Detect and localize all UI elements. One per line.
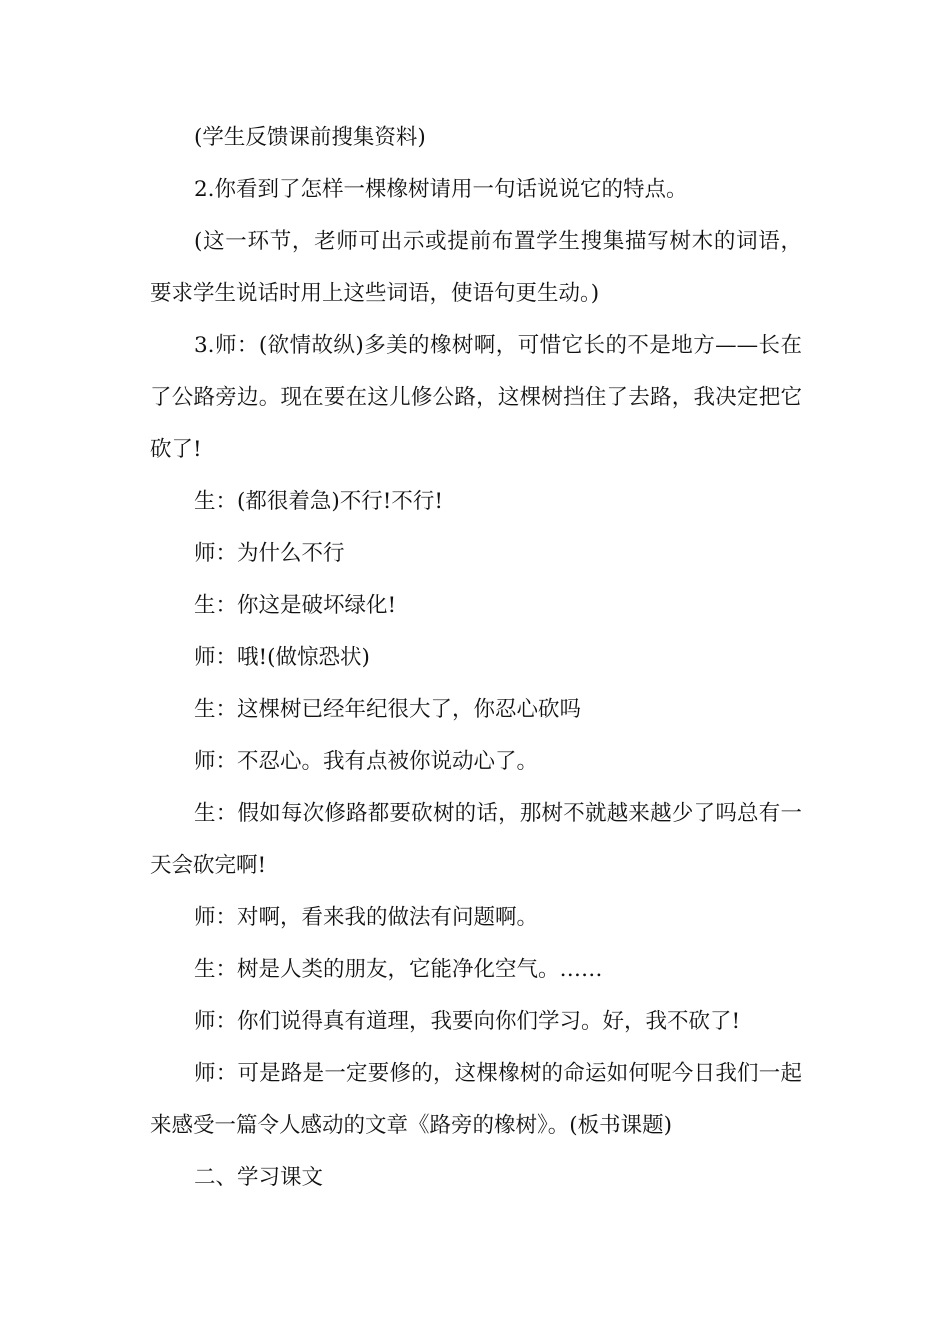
dialogue-line: 师：哦!(做惊恐状)	[194, 645, 370, 670]
dialogue-line: 师：可是路是一定要修的，这棵橡树的命运如何呢今日我们一起来感受一篇令人感动的文章《路旁的橡树》。(板书课题)	[150, 1061, 802, 1138]
dialogue-line: 师：为什么不行	[194, 541, 345, 566]
document-body	[150, 112, 802, 1204]
dialogue-line: 生：(都很着急)不行!不行!	[194, 489, 444, 514]
dialogue-line: 生：假如每次修路都要砍树的话，那树不就越来越少了吗总有一天会砍完啊!	[150, 801, 802, 878]
dialogue-line: 师：不忍心。我有点被你说动心了。	[194, 749, 539, 774]
dialogue-line: 师：对啊，看来我的做法有问题啊。	[194, 905, 539, 930]
section-heading: 二、学习课文	[194, 1165, 324, 1190]
paragraph-teaching-note: (这一环节，老师可出示或提前布置学生搜集描写树木的词语，要求学生说话时用上这些词语，使语句更生动。)	[150, 229, 802, 306]
dialogue-line: 生：你这是破坏绿化!	[194, 593, 397, 618]
dialogue-line: 生：树是人类的朋友，它能净化空气。……	[194, 957, 603, 982]
dialogue-line: 师：你们说得真有道理，我要向你们学习。好，我不砍了!	[194, 1009, 741, 1034]
paragraph-question-2: 2.你看到了怎样一棵橡树请用一句话说说它的特点。	[194, 177, 688, 202]
paragraph-feedback-note: (学生反馈课前搜集资料)	[194, 125, 426, 150]
paragraph-step-3: 3.师：(欲情故纵)多美的橡树啊，可惜它长的不是地方——长在了公路旁边。现在要在这儿修公路，这棵树挡住了去路，我决定把它砍了!	[150, 333, 802, 462]
dialogue-line: 生：这棵树已经年纪很大了，你忍心砍吗	[194, 697, 582, 722]
